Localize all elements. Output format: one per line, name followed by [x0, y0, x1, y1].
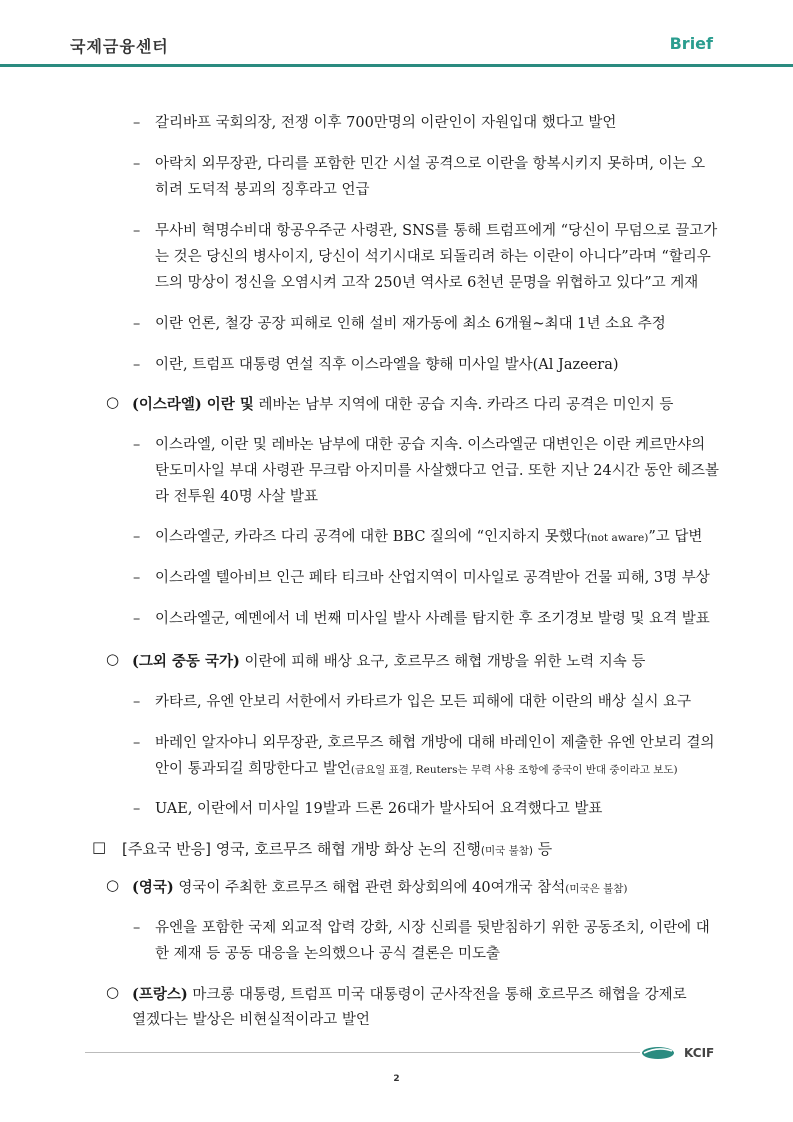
header-rule [0, 64, 793, 67]
uk-headline-text: 영국이 주최한 호르무즈 해협 관련 화상회의에 40여개국 참석 [173, 880, 566, 896]
not-aware-note: (not aware) [586, 532, 649, 544]
iran-bullet-3-line-3: 드의 망상이 정신을 오염시켜 고작 250년 역사로 6천년 문명을 위협하고 있다”고 게재 [155, 275, 699, 291]
iran-bullet-2-line-2: 히려 도덕적 붕괴의 징후라고 언급 [155, 182, 370, 198]
dash-marker: – [133, 529, 141, 545]
dash-marker: – [133, 611, 141, 627]
org-name: 국제금융센터 [70, 37, 169, 56]
dash-marker: – [133, 735, 141, 751]
iran-bullet-3-line-1: 무사비 혁명수비대 항공우주군 사령관, SNS를 통해 트럼프에게 “당신이 무덤으로 끌고가 [155, 223, 718, 239]
israel-bullet-1-line-2: 탄도미사일 부대 사령관 무크람 아지미를 사살했다고 언급. 또한 지난 24시간 동안 헤즈볼 [155, 463, 720, 479]
dash-marker: – [133, 156, 141, 172]
circle-marker: ○ [106, 393, 120, 411]
iran-bullet-4: 이란 언론, 철강 공장 피해로 인해 설비 재가동에 최소 6개월~최대 1년 소요 추정 [155, 316, 666, 332]
dash-marker: – [133, 437, 141, 453]
dash-marker: – [133, 570, 141, 586]
iran-bullet-3-line-2: 는 것은 당신의 병사이지, 당신이 석기시대로 되돌리려 하는 이란이 아니다”라며 “할리우 [155, 249, 711, 265]
mideast-bullet-2-line-1: 바레인 알자야니 외무장관, 호르무즈 해협 개방에 대해 바레인이 제출한 유엔 안보리 결의 [155, 735, 715, 751]
dash-marker: – [133, 801, 141, 817]
uk-bullet-1-line-2: 한 제재 등 공동 대응을 논의했으나 공식 결론은 미도출 [155, 946, 501, 962]
section2-title [122, 836, 552, 865]
dash-marker: – [133, 316, 141, 332]
mideast-headline-text: 이란에 피해 배상 요구, 호르무즈 해협 개방을 위한 노력 지속 등 [239, 654, 646, 670]
section2-title-note: (미국 불참) [480, 845, 534, 857]
mideast-bullet-2-text: 안이 통과되길 희망한다고 발언 [155, 761, 351, 777]
dash-marker: – [133, 115, 141, 131]
section2-title-tail: 등 [533, 840, 553, 858]
israel-bullet-1-line-1: 이스라엘, 이란 및 레바논 남부에 대한 공습 지속. 이스라엘군 대변인은 이란 케르만샤의 [155, 437, 706, 453]
israel-bullet-2-tail: ”고 답변 [648, 529, 703, 545]
uk-headline [132, 874, 628, 903]
circle-marker: ○ [106, 650, 120, 668]
france-line-1 [132, 981, 687, 1009]
iran-bullet-1: 갈리바프 국회의장, 전쟁 이후 700만명의 이란인이 자원입대 했다고 발언 [155, 115, 617, 131]
dash-marker: – [133, 694, 141, 710]
doc-type: Brief [669, 34, 713, 53]
dash-marker: – [133, 223, 141, 239]
france-line-2: 열겠다는 발상은 비현실적이라고 발언 [132, 1012, 370, 1028]
israel-tag: (이스라엘) 이란 및 [132, 396, 254, 413]
israel-headline [132, 391, 673, 419]
dash-marker: – [133, 357, 141, 373]
israel-bullet-2-text: 이스라엘군, 카라즈 다리 공격에 대한 BBC 질의에 “인지하지 못했다 [155, 529, 587, 545]
dash-marker: – [133, 920, 141, 936]
uk-tag: (영국) [132, 879, 174, 896]
square-marker: □ [92, 838, 107, 856]
france-tag: (프랑스) [132, 986, 188, 1003]
iran-bullet-2-line-1: 아락치 외무장관, 다리를 포함한 민간 시설 공격으로 이란을 항복시키지 못하며, 이는 오 [155, 156, 706, 172]
section2-title-text: [주요국 반응] 영국, 호르무즈 해협 개방 화상 논의 진행 [122, 840, 481, 858]
mideast-bullet-2-line-2 [155, 756, 678, 784]
france-text-1: 마크롱 대통령, 트럼프 미국 대통령이 군사작전을 통해 호르무즈 해협을 강제로 [187, 987, 687, 1003]
circle-marker: ○ [106, 876, 120, 894]
mideast-bullet-3: UAE, 이란에서 미사일 19발과 드론 26대가 발사되어 요격했다고 발표 [155, 801, 603, 817]
iran-bullet-5: 이란, 트럼프 대통령 연설 직후 이스라엘을 향해 미사일 발사(Al Jazeera) [155, 357, 619, 373]
israel-bullet-2 [155, 524, 702, 552]
israel-headline-text: 레바논 남부 지역에 대한 공습 지속. 카라즈 다리 공격은 미인지 등 [253, 397, 674, 413]
mideast-tag: (그외 중동 국가) [132, 653, 240, 670]
israel-bullet-3: 이스라엘 텔아비브 인근 페타 티크바 산업지역이 미사일로 공격받아 건물 피해, 3명 부상 [155, 570, 710, 586]
uk-note: (미국은 불참) [565, 883, 628, 895]
circle-marker: ○ [106, 983, 120, 1001]
footer-rule [85, 1052, 640, 1053]
mideast-bullet-1: 카타르, 유엔 안보리 서한에서 카타르가 입은 모든 피해에 대한 이란의 배상 실시 요구 [155, 694, 692, 710]
israel-bullet-4: 이스라엘군, 예멘에서 네 번째 미사일 발사 사례를 탐지한 후 조기경보 발령 및 요격 발표 [155, 611, 710, 627]
page-number: 2 [393, 1074, 400, 1084]
kcif-logo-icon [640, 1044, 676, 1060]
uk-bullet-1-line-1: 유엔을 포함한 국제 외교적 압력 강화, 시장 신뢰를 뒷받침하기 위한 공동조치, 이란에 대 [155, 920, 710, 936]
footer-brand: KCIF [684, 1046, 715, 1060]
mideast-headline [132, 648, 645, 676]
israel-bullet-1-line-3: 라 전투원 40명 사살 발표 [155, 489, 318, 505]
bahrain-note: (금요일 표결, Reuters는 무력 사용 조항에 중국이 반대 중이라고 보도) [350, 764, 678, 776]
page-header [0, 0, 793, 68]
